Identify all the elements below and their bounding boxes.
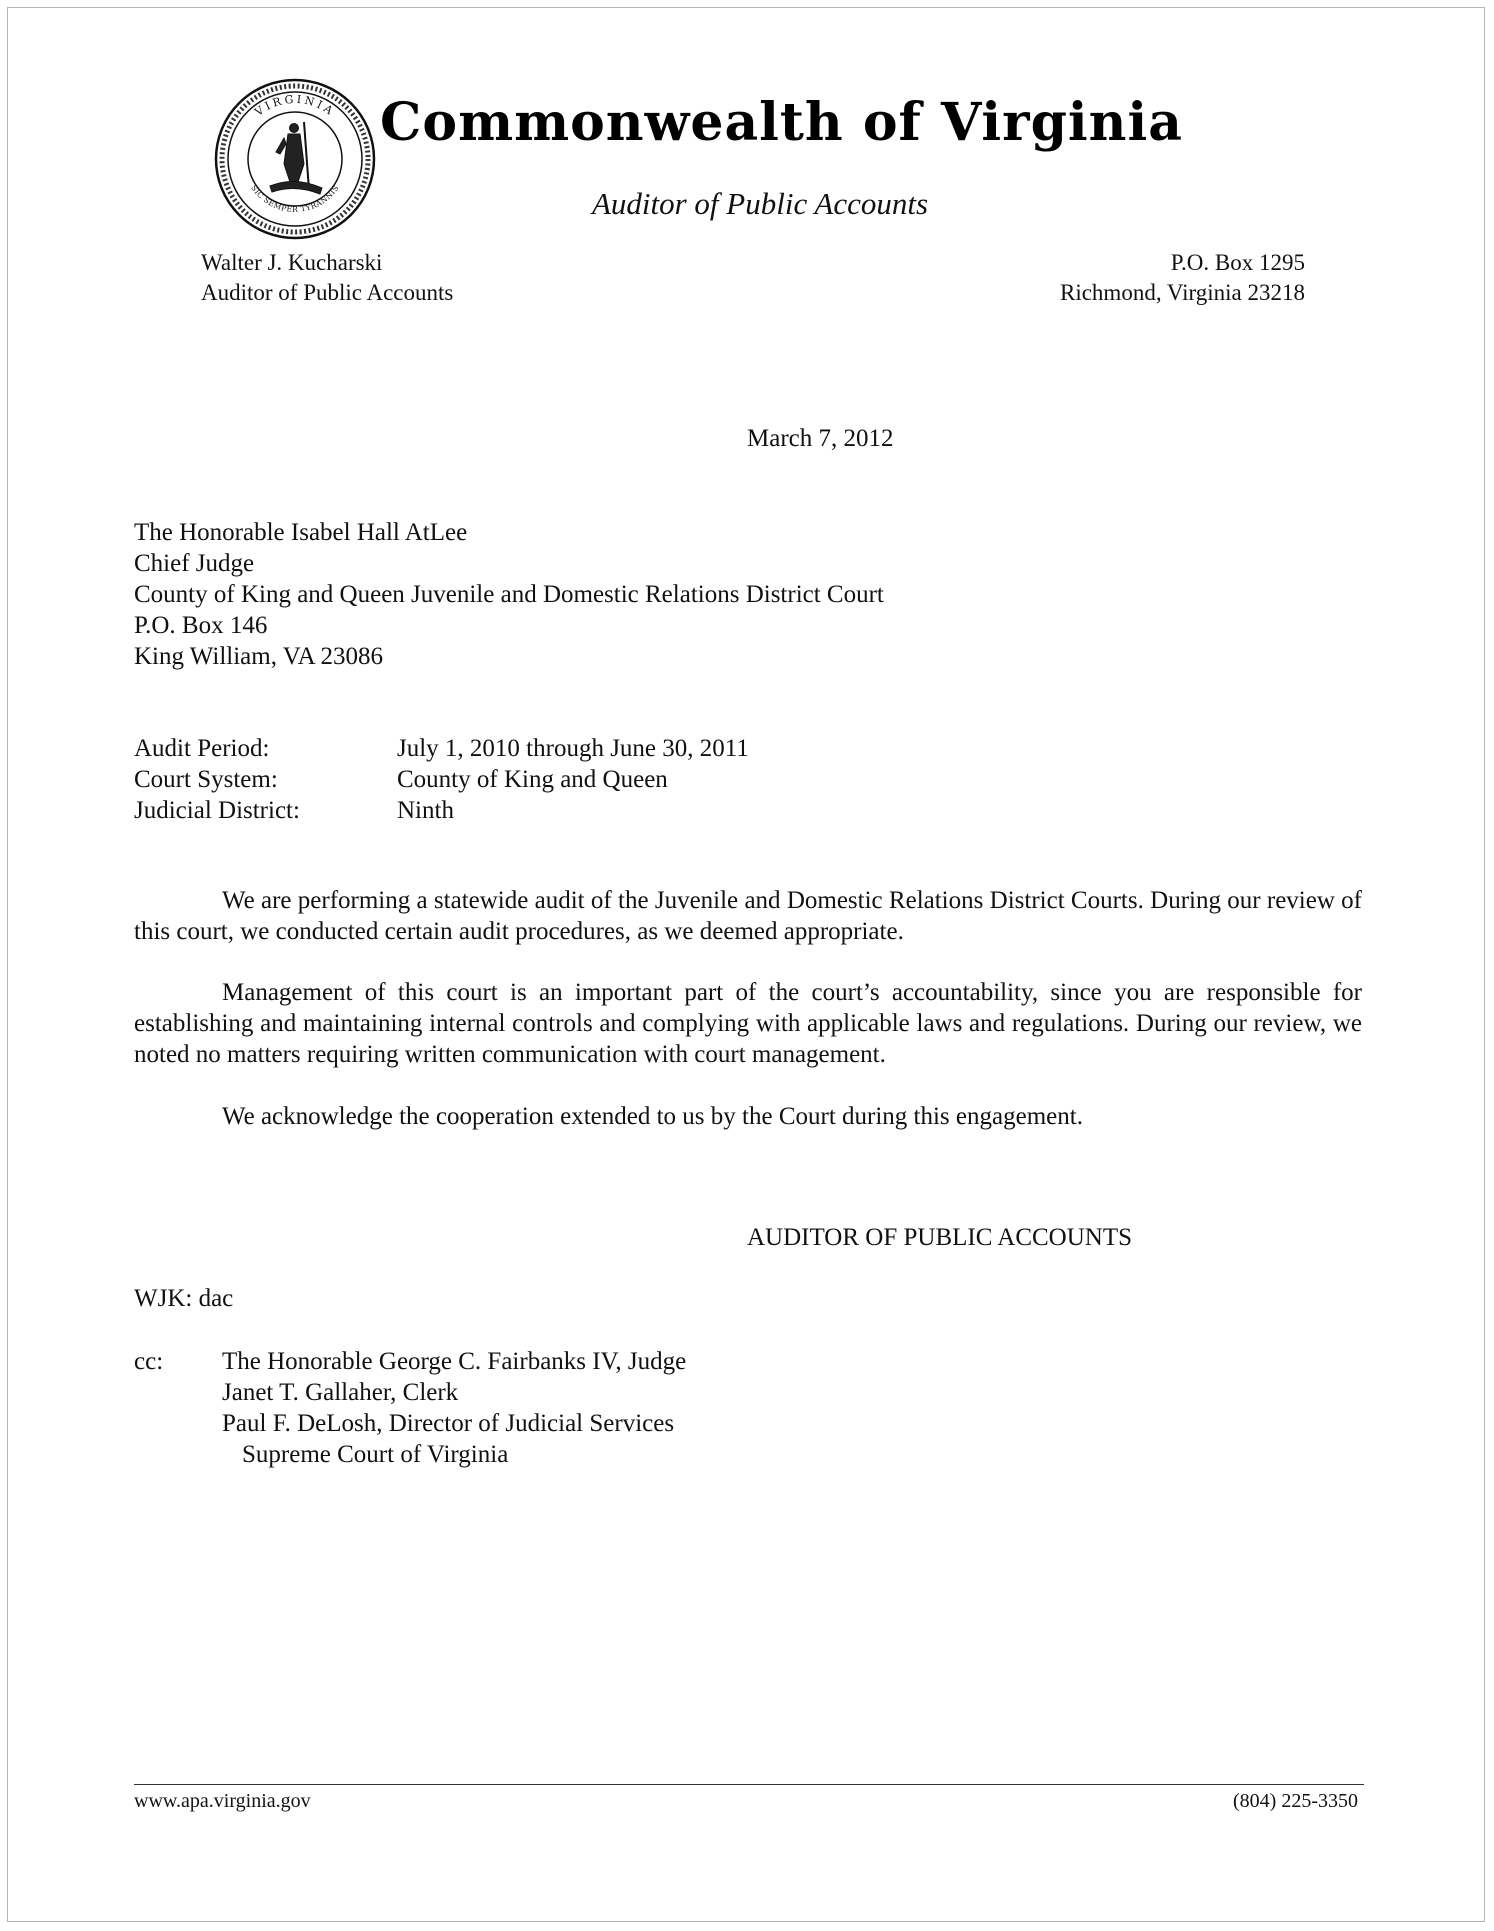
audit-label: Audit Period:: [134, 735, 270, 762]
initials: WJK: dac: [134, 1285, 234, 1312]
audit-label: Court System:: [134, 766, 278, 793]
cc-label: cc:: [134, 1348, 164, 1375]
body-paragraph: Management of this court is an important part of the court’s accountability, since you are responsible for establishing and maintaining internal controls and complying with applicable laws and regulations. During our review, we noted no matters requiring written communication with court management.: [134, 979, 1362, 1068]
recipient-line: The Honorable Isabel Hall AtLee: [134, 519, 468, 546]
audit-value: July 1, 2010 through June 30, 2011: [397, 735, 749, 762]
letterhead-subtitle: Auditor of Public Accounts: [591, 186, 929, 221]
sender-address: [940, 248, 1305, 308]
footer-phone: (804) 225-3350: [1233, 1790, 1358, 1812]
recipient-line: P.O. Box 146: [134, 612, 268, 639]
address-line-2: Richmond, Virginia 23218: [1059, 280, 1305, 305]
audit-value: County of King and Queen: [397, 766, 668, 793]
letterhead-title: Commonwealth of Virginia: [380, 92, 1183, 153]
footer-website: www.apa.virginia.gov: [134, 1790, 311, 1812]
sender-name: Walter J. Kucharski: [201, 250, 383, 275]
seal-motto-text: SIC SEMPER TYRANNIS: [249, 183, 341, 214]
cc-item: Janet T. Gallaher, Clerk: [222, 1379, 459, 1406]
audit-label: Judicial District:: [134, 797, 300, 824]
sender-block: [201, 248, 453, 308]
signature: AUDITOR OF PUBLIC ACCOUNTS: [747, 1224, 1133, 1251]
recipient-block: [134, 517, 884, 672]
body-paragraph: We are performing a statewide audit of the Juvenile and Domestic Relations District Courts. During our review of this court, we conducted certain audit procedures, as we deemed appropriate.: [134, 887, 1362, 945]
sender-title: Auditor of Public Accounts: [201, 280, 454, 305]
audit-value: Ninth: [397, 797, 454, 824]
body-paragraph: We acknowledge the cooperation extended to us by the Court during this engagement.: [222, 1103, 1083, 1130]
footer-divider: [134, 1784, 1364, 1785]
cc-item: The Honorable George C. Fairbanks IV, Judge: [222, 1348, 687, 1375]
recipient-line: County of King and Queen Juvenile and Domestic Relations District Court: [134, 581, 884, 608]
recipient-line: Chief Judge: [134, 550, 255, 577]
virginia-seal-icon: [214, 78, 376, 240]
address-line-1: P.O. Box 1295: [1170, 250, 1305, 275]
letter-date: March 7, 2012: [747, 425, 894, 452]
cc-item: Supreme Court of Virginia: [242, 1441, 509, 1468]
recipient-line: King William, VA 23086: [134, 643, 384, 670]
cc-list: [222, 1346, 686, 1470]
seal-ring-text: VIRGINIA: [252, 92, 338, 119]
cc-item: Paul F. DeLosh, Director of Judicial Services: [222, 1410, 675, 1437]
